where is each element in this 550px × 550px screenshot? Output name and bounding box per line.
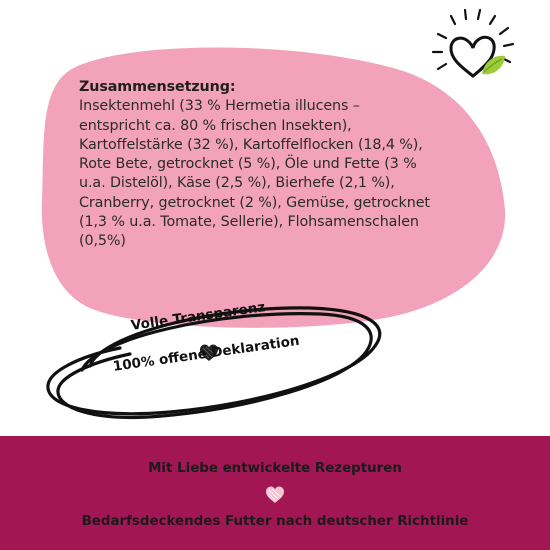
pink-heart-icon: [264, 485, 286, 505]
composition-line: entspricht ca. 80 % frischen Insekten),: [79, 117, 352, 134]
footer-tagline: Mit Liebe entwickelte Rezepturen: [148, 461, 402, 476]
stamp-title: Volle Transparenz: [130, 299, 267, 334]
composition-line: Rote Bete, getrocknet (5 %), Öle und Fette (3 %: [79, 156, 417, 173]
composition-line: Cranberry, getrocknet (2 %), Gemüse, getrocknet: [79, 194, 430, 211]
composition-heading: Zusammensetzung:: [79, 79, 236, 95]
footer-band: [0, 436, 550, 550]
composition-line: u.a. Distelöl), Käse (2,5 %), Bierhefe (2,1 %),: [79, 175, 395, 192]
composition-line: Kartoffelstärke (32 %), Kartoffelflocken (18,4 %),: [79, 136, 423, 153]
composition-line: Insektenmehl (33 % Hermetia illucens –: [79, 98, 360, 115]
footer-claim: Bedarfsdeckendes Futter nach deutscher Richtlinie: [81, 514, 469, 529]
stamp-subtitle: 100% offene Deklaration: [112, 332, 301, 375]
composition-text-block: [79, 78, 479, 252]
composition-line: (1,3 % u.a. Tomate, Sellerie), Flohsamenschalen: [79, 214, 419, 231]
composition-line: (0,5%): [79, 233, 126, 250]
